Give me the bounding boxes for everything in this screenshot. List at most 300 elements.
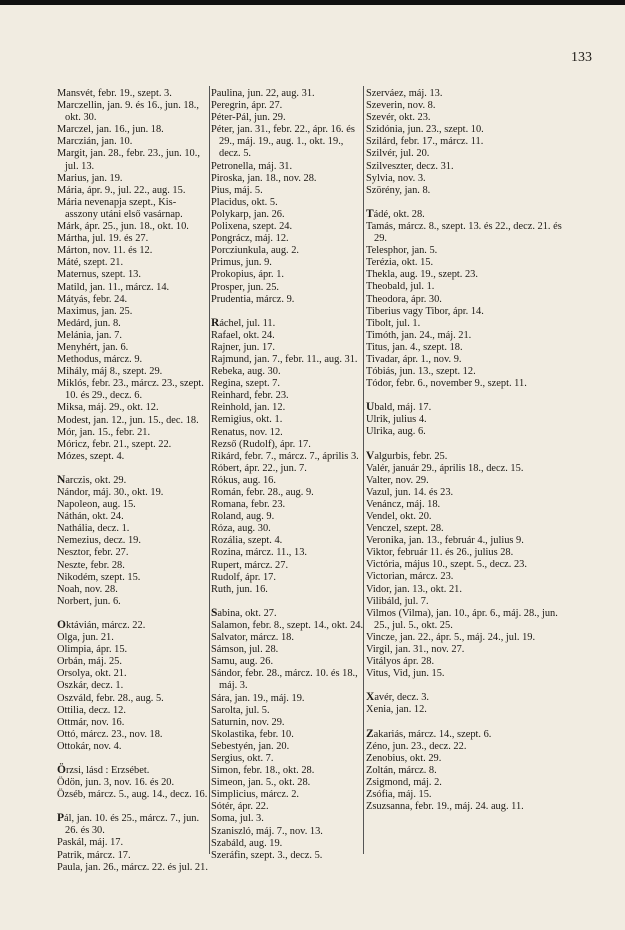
name-day-entry bbox=[57, 705, 209, 717]
entry-text: ktávián, márcz. 22. bbox=[65, 619, 146, 631]
entry-text: Ottó, márcz. 23., nov. 18. bbox=[57, 728, 163, 740]
entry-text: Reinhold, jan. 12. bbox=[211, 402, 286, 414]
column-divider bbox=[209, 86, 210, 854]
name-day-entry bbox=[211, 656, 364, 668]
entry-text: Szeverin, nov. 8. bbox=[366, 100, 436, 112]
name-day-entry bbox=[211, 668, 364, 692]
name-day-entry bbox=[57, 136, 209, 148]
name-day-entry bbox=[57, 596, 209, 608]
name-day-entry bbox=[57, 282, 209, 294]
entry-text: Mátyás, febr. 24. bbox=[57, 293, 128, 305]
entry-text: Móricz, febr. 21., szept. 22. bbox=[57, 438, 172, 450]
entry-text: Tóbiás, jun. 13., szept. 12. bbox=[366, 366, 476, 378]
entry-text: Viktor, február 11. és 26., julius 28. bbox=[366, 547, 514, 559]
entry-text: Róza, aug. 30. bbox=[211, 523, 271, 535]
entry-text: Placidus, okt. 5. bbox=[211, 196, 278, 208]
entry-text: Sándor, febr. 28., márcz. 10. és 18., máj. 3. bbox=[211, 668, 358, 692]
name-day-entry bbox=[366, 148, 566, 160]
name-day-entry bbox=[366, 704, 566, 716]
entry-text: Veronika, jan. 13., február 4., julius 9. bbox=[366, 535, 524, 547]
name-day-entry bbox=[366, 644, 566, 656]
name-day-entry bbox=[366, 789, 566, 801]
entry-text: Paula, jan. 26., márcz. 22. és jul. 21. bbox=[57, 861, 208, 873]
entry-text: Vazul, jun. 14. és 23. bbox=[366, 486, 454, 498]
entry-text: Szilveszter, decz. 31. bbox=[366, 160, 454, 172]
name-day-entry bbox=[366, 136, 566, 148]
name-day-entry bbox=[366, 571, 566, 583]
name-day-entry bbox=[366, 208, 566, 221]
entry-text: Pius, máj. 5. bbox=[211, 184, 263, 196]
letter-section-gap bbox=[366, 717, 566, 728]
name-day-entry bbox=[366, 221, 566, 245]
entry-text: Máté, szept. 21. bbox=[57, 257, 124, 269]
name-day-entry bbox=[57, 197, 209, 221]
name-day-entry bbox=[211, 572, 364, 584]
name-day-entry bbox=[57, 535, 209, 547]
name-day-entry bbox=[366, 608, 566, 632]
name-day-entry bbox=[366, 765, 566, 777]
entry-text: Özséb, márcz. 5., aug. 14., decz. 16. bbox=[57, 789, 208, 801]
entry-text: Szevér, okt. 23. bbox=[366, 112, 431, 124]
letter-section-gap bbox=[57, 463, 209, 474]
entry-text: Nesztor, febr. 27. bbox=[57, 547, 129, 559]
entry-text: Piroska, jan. 18., nov. 28. bbox=[211, 172, 317, 184]
entry-text: Romana, febr. 23. bbox=[211, 499, 286, 511]
name-day-entry bbox=[57, 330, 209, 342]
name-day-entry bbox=[211, 414, 364, 426]
name-day-entry bbox=[366, 426, 566, 438]
entry-text: Neszte, febr. 28. bbox=[57, 559, 125, 571]
name-day-entry bbox=[57, 124, 209, 136]
entry-text: Olimpia, ápr. 15. bbox=[57, 644, 128, 656]
entry-text: Zoltán, márcz. 8. bbox=[366, 764, 437, 776]
entry-text: Theodora, ápr. 30. bbox=[366, 293, 442, 305]
entry-text: Titus, jan. 4., szept. 18. bbox=[366, 341, 463, 353]
entry-text: Sergius, okt. 7. bbox=[211, 752, 274, 764]
entry-text: Zsuzsanna, febr. 19., máj. 24. aug. 11. bbox=[366, 801, 524, 813]
entry-text: algurbis, febr. 25. bbox=[374, 450, 448, 462]
name-day-entry bbox=[366, 100, 566, 112]
entry-text: Szilárd, febr. 17., márcz. 11. bbox=[366, 136, 484, 148]
name-day-entry bbox=[211, 511, 364, 523]
name-day-entry bbox=[211, 378, 364, 390]
name-day-entry bbox=[211, 100, 364, 112]
entry-text: ádé, okt. 28. bbox=[373, 208, 425, 220]
entry-text: Matild, jan. 11., márcz. 14. bbox=[57, 281, 170, 293]
section-initial: O bbox=[57, 618, 66, 631]
name-day-entry bbox=[211, 607, 364, 620]
name-day-entry bbox=[57, 619, 209, 632]
entry-text: Pongrácz, máj. 12. bbox=[211, 233, 289, 245]
name-day-entry bbox=[211, 124, 364, 160]
entry-text: Szidónia, jun. 23., szept. 10. bbox=[366, 124, 484, 136]
name-day-entry bbox=[211, 753, 364, 765]
entry-text: Rebeka, aug. 30. bbox=[211, 366, 281, 378]
entry-text: Norbert, jun. 6. bbox=[57, 595, 121, 607]
entry-text: Szaniszló, máj. 7., nov. 13. bbox=[211, 825, 323, 837]
entry-text: Mózes, szept. 4. bbox=[57, 450, 125, 462]
section-initial: U bbox=[366, 401, 375, 414]
name-day-entry bbox=[57, 185, 209, 197]
name-day-entry bbox=[211, 173, 364, 185]
entry-text: Szörény, jan. 8. bbox=[366, 184, 431, 196]
entry-text: Valter, nov. 29. bbox=[366, 474, 429, 486]
name-day-entry bbox=[211, 741, 364, 753]
entry-text: Rozália, szept. 4. bbox=[211, 535, 283, 547]
entry-text: Szerváez, máj. 13. bbox=[366, 88, 443, 99]
name-day-entry bbox=[211, 427, 364, 439]
entry-text: Victorian, márcz. 23. bbox=[366, 571, 454, 583]
name-day-entry bbox=[366, 728, 566, 741]
name-day-entry bbox=[366, 294, 566, 306]
name-day-entry bbox=[211, 257, 364, 269]
entry-text: Timóth, jan. 24., máj. 21. bbox=[366, 329, 472, 341]
name-day-entry bbox=[211, 813, 364, 825]
name-day-entry bbox=[211, 294, 364, 306]
entry-text: Margit, jan. 28., febr. 23., jun. 10., jul. 13. bbox=[57, 148, 200, 172]
name-day-entry bbox=[211, 644, 364, 656]
entry-text: Sótér, ápr. 22. bbox=[211, 801, 269, 813]
entry-text: Ödön, jun. 3, nov. 16. és 20. bbox=[57, 777, 175, 789]
entry-text: Ottmár, nov. 16. bbox=[57, 716, 125, 728]
name-day-entry bbox=[57, 862, 209, 874]
entry-text: Valér, január 29., április 18., decz. 15. bbox=[366, 462, 524, 474]
entry-text: Ruth, jun. 16. bbox=[211, 583, 268, 595]
name-day-entry bbox=[57, 560, 209, 572]
name-day-entry bbox=[211, 269, 364, 281]
name-day-entry bbox=[211, 717, 364, 729]
entry-text: Xenia, jan. 12. bbox=[366, 704, 427, 716]
entry-text: Oszkár, decz. 1. bbox=[57, 680, 124, 692]
name-day-entry bbox=[366, 450, 566, 463]
name-day-entry bbox=[366, 257, 566, 269]
letter-section-gap bbox=[57, 801, 209, 812]
name-day-entry bbox=[366, 523, 566, 535]
entry-text: Victória, május 10., szept. 5., decz. 23. bbox=[366, 559, 527, 571]
entry-text: Szabáld, aug. 19. bbox=[211, 837, 283, 849]
entry-text: Venczel, szept. 28. bbox=[366, 523, 444, 535]
letter-section-gap bbox=[211, 596, 364, 607]
entry-text: Telesphor, jan. 5. bbox=[366, 245, 438, 257]
entry-text: akariás, márcz. 14., szept. 6. bbox=[373, 728, 492, 740]
name-day-entry bbox=[211, 354, 364, 366]
name-day-entry bbox=[366, 596, 566, 608]
entry-text: Mária, ápr. 9., jul. 22., aug. 15. bbox=[57, 184, 186, 196]
entry-text: Tamás, márcz. 8., szept. 13. és 22., decz. 21. és 29. bbox=[366, 220, 562, 245]
entry-text: rzsi, lásd : Erzsébet. bbox=[65, 764, 150, 776]
entry-text: Vendel, okt. 20. bbox=[366, 511, 432, 522]
name-day-entry bbox=[211, 487, 364, 499]
name-day-entry bbox=[57, 342, 209, 354]
name-day-entry bbox=[366, 463, 566, 475]
name-day-entry bbox=[211, 390, 364, 402]
entry-text: Prosper, jun. 25. bbox=[211, 281, 279, 293]
entry-text: Rikárd, febr. 7., márcz. 7., április 3. bbox=[211, 450, 359, 462]
entry-text: Rajmund, jan. 7., febr. 11., aug. 31. bbox=[211, 353, 358, 365]
entry-text: Peregrin, ápr. 27. bbox=[211, 100, 283, 112]
entry-text: Mária nevenapja szept., Kis-asszony utáni első vasárnap. bbox=[57, 196, 183, 220]
entry-text: Nathália, decz. 1. bbox=[57, 523, 130, 535]
name-day-entry bbox=[57, 294, 209, 306]
entry-text: Porcziunkula, aug. 2. bbox=[211, 245, 300, 257]
entry-text: Sámson, jul. 28. bbox=[211, 644, 279, 656]
entry-text: Vilmos (Vilma), jan. 10., ápr. 6., máj. 28., jun. 25., jul. 5., okt. 25. bbox=[366, 607, 558, 631]
letter-section-gap bbox=[211, 306, 364, 317]
name-day-entry bbox=[211, 499, 364, 511]
entry-text: Roland, aug. 9. bbox=[211, 511, 275, 523]
entry-text: Tibolt, jul. 1. bbox=[366, 317, 421, 329]
name-day-entry bbox=[211, 342, 364, 354]
name-day-entry bbox=[57, 173, 209, 185]
entry-text: Tiberius vagy Tibor, ápr. 14. bbox=[366, 305, 484, 317]
name-day-entry bbox=[57, 148, 209, 172]
name-day-entry bbox=[211, 233, 364, 245]
entry-text: Vidor, jan. 13., okt. 21. bbox=[366, 583, 462, 595]
name-day-entry bbox=[211, 221, 364, 233]
name-day-entry bbox=[366, 753, 566, 765]
name-day-entry bbox=[57, 100, 209, 124]
name-day-entry bbox=[57, 269, 209, 281]
name-day-entry bbox=[366, 691, 566, 704]
name-day-entry bbox=[211, 729, 364, 741]
entry-text: Zéno, jun. 23., decz. 22. bbox=[366, 740, 467, 752]
entry-text: Rajner, jun. 17. bbox=[211, 341, 275, 353]
entry-text: Rupert, márcz. 27. bbox=[211, 559, 289, 571]
section-initial: S bbox=[211, 606, 218, 619]
entry-text: Simplicius, márcz. 2. bbox=[211, 789, 300, 801]
name-day-entry bbox=[366, 414, 566, 426]
name-day-entry bbox=[211, 282, 364, 294]
name-day-entry bbox=[366, 656, 566, 668]
name-day-entry bbox=[57, 499, 209, 511]
entry-text: Vincze, jan. 22., ápr. 5., máj. 24., jul. 19. bbox=[366, 631, 536, 643]
name-day-entry bbox=[211, 330, 364, 342]
entry-text: Thekla, aug. 19., szept. 23. bbox=[366, 269, 478, 281]
entry-text: Ottokár, nov. 4. bbox=[57, 740, 122, 752]
section-initial: T bbox=[366, 207, 374, 220]
entry-text: Nemezius, decz. 19. bbox=[57, 535, 141, 547]
name-day-entry bbox=[211, 523, 364, 535]
name-day-entry bbox=[57, 451, 209, 463]
entry-text: Róbert, ápr. 22., jun. 7. bbox=[211, 462, 307, 474]
entry-text: Mór, jan. 15., febr. 21. bbox=[57, 426, 151, 438]
entry-text: arczis, okt. 29. bbox=[65, 474, 127, 486]
name-day-column-1 bbox=[57, 88, 209, 874]
name-day-entry bbox=[366, 318, 566, 330]
entry-text: Maximus, jan. 25. bbox=[57, 305, 133, 317]
section-initial: Ö bbox=[57, 763, 66, 776]
entry-text: Ulrik, julius 4. bbox=[366, 414, 427, 426]
entry-text: Rozina, márcz. 11., 13. bbox=[211, 547, 307, 559]
entry-text: Theobald, jul. 1. bbox=[366, 281, 435, 293]
entry-text: Virgil, jan. 31., nov. 27. bbox=[366, 644, 465, 656]
entry-text: Szeráfin, szept. 3., decz. 5. bbox=[211, 849, 323, 861]
name-day-entry bbox=[57, 729, 209, 741]
name-day-entry bbox=[57, 656, 209, 668]
entry-text: áchel, jul. 11. bbox=[219, 317, 276, 329]
entry-text: Nikodém, szept. 15. bbox=[57, 571, 141, 583]
entry-text: Polykarp, jan. 26. bbox=[211, 208, 285, 220]
name-day-entry bbox=[57, 777, 209, 789]
name-day-entry bbox=[57, 245, 209, 257]
letter-section-gap bbox=[366, 390, 566, 401]
entry-text: Noah, nov. 28. bbox=[57, 583, 118, 595]
letter-section-gap bbox=[366, 197, 566, 208]
entry-text: Simon, febr. 18., okt. 28. bbox=[211, 765, 315, 777]
letter-section-gap bbox=[366, 439, 566, 450]
entry-text: Venáncz, máj. 18. bbox=[366, 498, 441, 510]
name-day-entry bbox=[211, 451, 364, 463]
name-day-entry bbox=[211, 463, 364, 475]
entry-text: Zsófia, máj. 15. bbox=[366, 788, 432, 800]
name-day-entry bbox=[57, 427, 209, 439]
entry-text: Napoleon, aug. 15. bbox=[57, 499, 136, 511]
name-day-entry bbox=[57, 850, 209, 862]
name-day-entry bbox=[57, 415, 209, 427]
section-initial: N bbox=[57, 473, 66, 486]
entry-text: Nándor, máj. 30., okt. 19. bbox=[57, 487, 164, 498]
entry-text: Mártha, jul. 19. és 27. bbox=[57, 233, 149, 245]
entry-text: Regina, szept. 7. bbox=[211, 378, 280, 390]
entry-text: Melánia, jan. 7. bbox=[57, 329, 122, 341]
name-day-entry bbox=[366, 511, 566, 523]
name-day-entry bbox=[211, 777, 364, 789]
entry-text: Rókus, aug. 16. bbox=[211, 474, 276, 486]
entry-text: Zsigmond, máj. 2. bbox=[366, 776, 442, 788]
entry-text: Petronella, máj. 31. bbox=[211, 160, 293, 172]
entry-text: Sylvia, nov. 3. bbox=[366, 172, 426, 184]
name-day-entry bbox=[211, 209, 364, 221]
name-day-entry bbox=[57, 487, 209, 499]
entry-text: Simeon, jan. 5., okt. 28. bbox=[211, 777, 311, 789]
name-day-entry bbox=[211, 693, 364, 705]
entry-text: Saturnin, nov. 29. bbox=[211, 716, 285, 728]
name-day-entry bbox=[366, 378, 566, 390]
entry-text: Patrik, márcz. 17. bbox=[57, 849, 131, 861]
name-day-entry bbox=[366, 535, 566, 547]
name-day-entry bbox=[57, 523, 209, 535]
name-day-entry bbox=[211, 620, 364, 632]
name-day-entry bbox=[57, 680, 209, 692]
name-day-entry bbox=[211, 547, 364, 559]
entry-text: Miklós, febr. 23., márcz. 23., szept. 10. és 29., decz. 6. bbox=[57, 378, 204, 402]
name-day-entry bbox=[211, 789, 364, 801]
entry-text: Péter-Pál, jun. 29. bbox=[211, 112, 286, 124]
name-day-entry bbox=[366, 342, 566, 354]
entry-text: Renatus, nov. 12. bbox=[211, 426, 283, 438]
name-day-entry bbox=[211, 245, 364, 257]
name-day-entry bbox=[366, 281, 566, 293]
name-day-entry bbox=[366, 668, 566, 680]
name-day-entry bbox=[57, 693, 209, 705]
entry-text: Zenobius, okt. 29. bbox=[366, 752, 442, 764]
entry-text: avér, decz. 3. bbox=[374, 692, 429, 704]
entry-text: Márk, ápr. 25., jun. 18., okt. 10. bbox=[57, 221, 189, 233]
name-day-entry bbox=[57, 306, 209, 318]
name-day-entry bbox=[211, 826, 364, 838]
name-day-entry bbox=[57, 717, 209, 729]
entry-text: Mihály, máj 8., szept. 29. bbox=[57, 366, 163, 378]
name-day-entry bbox=[211, 197, 364, 209]
entry-text: Miksa, máj. 29., okt. 12. bbox=[57, 402, 159, 414]
name-day-entry bbox=[211, 705, 364, 717]
entry-text: Orsolya, okt. 21. bbox=[57, 668, 127, 680]
name-day-entry bbox=[366, 632, 566, 644]
name-day-entry bbox=[211, 850, 364, 862]
entry-text: Samu, aug. 26. bbox=[211, 656, 274, 668]
entry-text: Náthán, okt. 24. bbox=[57, 511, 124, 523]
entry-text: Marczellin, jan. 9. és 16., jun. 18., okt. 30. bbox=[57, 100, 199, 124]
name-day-entry bbox=[366, 245, 566, 257]
name-day-entry bbox=[57, 318, 209, 330]
name-day-entry bbox=[57, 366, 209, 378]
name-day-entry bbox=[57, 789, 209, 801]
entry-text: Reinhard, febr. 23. bbox=[211, 390, 289, 402]
entry-text: Ulrika, aug. 6. bbox=[366, 426, 426, 438]
name-day-entry bbox=[57, 88, 209, 100]
name-day-entry bbox=[211, 185, 364, 197]
name-day-entry bbox=[211, 402, 364, 414]
entry-text: Vitályos ápr. 28. bbox=[366, 656, 435, 668]
name-day-entry bbox=[211, 801, 364, 813]
name-day-entry bbox=[366, 366, 566, 378]
name-day-entry bbox=[211, 88, 364, 100]
name-day-entry bbox=[366, 306, 566, 318]
entry-text: Medárd, jun. 8. bbox=[57, 317, 121, 329]
entry-text: Salamon, febr. 8., szept. 14., okt. 24. bbox=[211, 619, 364, 631]
name-day-entry bbox=[211, 765, 364, 777]
name-day-entry bbox=[57, 511, 209, 523]
name-day-entry bbox=[57, 837, 209, 849]
entry-text: Prudentia, márcz. 9. bbox=[211, 293, 295, 305]
name-day-entry bbox=[211, 475, 364, 487]
name-day-entry bbox=[366, 777, 566, 789]
name-day-entry bbox=[366, 499, 566, 511]
name-day-entry bbox=[366, 559, 566, 571]
name-day-entry bbox=[211, 584, 364, 596]
entry-text: ál, jan. 10. és 25., márcz. 7., jun. 26. és 30. bbox=[64, 813, 200, 837]
name-day-entry bbox=[57, 378, 209, 402]
name-day-entry bbox=[366, 547, 566, 559]
name-day-entry bbox=[57, 764, 209, 777]
name-day-entry bbox=[211, 112, 364, 124]
entry-text: Prokopius, ápr. 1. bbox=[211, 269, 285, 281]
name-day-entry bbox=[366, 741, 566, 753]
entry-text: Marczel, jan. 16., jun. 18. bbox=[57, 124, 164, 136]
entry-text: Szilvér, jul. 20. bbox=[366, 148, 430, 160]
name-day-column-3 bbox=[366, 88, 566, 813]
name-day-entry bbox=[366, 584, 566, 596]
name-day-entry bbox=[366, 487, 566, 499]
entry-text: Remigius, okt. 1. bbox=[211, 414, 283, 426]
entry-text: Tódor, febr. 6., november 9., szept. 11. bbox=[366, 378, 527, 390]
entry-text: Ottilia, decz. 12. bbox=[57, 704, 126, 716]
name-day-entry bbox=[57, 354, 209, 366]
entry-text: Rezső (Rudolf), ápr. 17. bbox=[211, 438, 311, 450]
entry-text: Skolastika, febr. 10. bbox=[211, 728, 294, 740]
name-day-column-2 bbox=[211, 88, 364, 862]
entry-text: Salvator, márcz. 18. bbox=[211, 632, 294, 644]
entry-text: Olga, jun. 21. bbox=[57, 632, 114, 644]
name-day-entry bbox=[366, 161, 566, 173]
name-day-entry bbox=[366, 173, 566, 185]
entry-text: Vitus, Vid, jun. 15. bbox=[366, 668, 445, 680]
name-day-entry bbox=[211, 560, 364, 572]
section-initial: P bbox=[57, 812, 65, 825]
name-day-entry bbox=[57, 257, 209, 269]
entry-text: abina, okt. 27. bbox=[217, 607, 277, 619]
name-day-entry bbox=[57, 572, 209, 584]
